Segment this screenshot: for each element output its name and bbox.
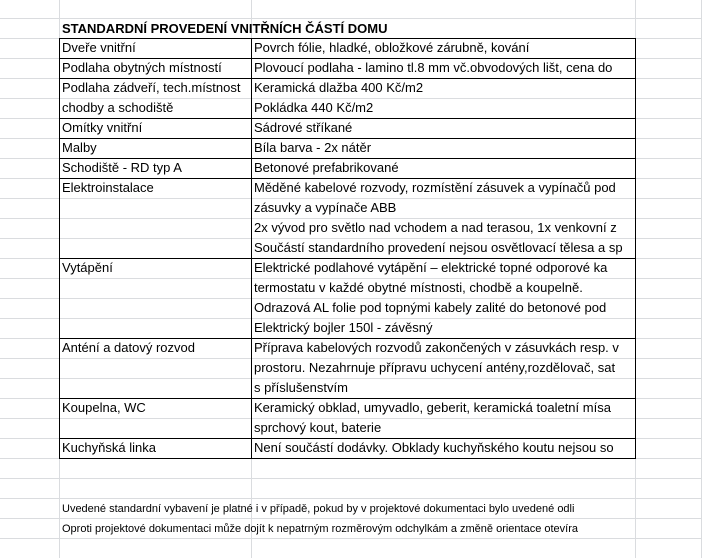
row-value[interactable]: Povrch fólie, hladké, obložkové zárubně, kování bbox=[254, 40, 530, 55]
row-value[interactable]: Součástí standardního provedení nejsou osvětlovací tělesa a sp bbox=[254, 240, 623, 255]
row-value[interactable]: 2x vývod pro světlo nad vchodem a nad terasou, 1x venkovní z bbox=[254, 220, 617, 235]
row-label[interactable]: Vytápění bbox=[62, 260, 113, 275]
note-1[interactable]: Uvedené standardní vybavení je platné i v případě, pokud by v projektové dokumentaci bylo uvedené odli bbox=[62, 503, 575, 515]
note-2[interactable]: Oproti projektové dokumentaci může dojít k nepatrným rozměrovým odchylkám a změně orientace otevíra bbox=[62, 523, 579, 535]
table-border bbox=[59, 458, 636, 459]
row-value[interactable]: Sádrové stříkané bbox=[254, 120, 353, 135]
row-value[interactable]: Odrazová AL folie pod topnými kabely zalité do betonové pod bbox=[254, 300, 607, 315]
row-value[interactable]: sprchový kout, baterie bbox=[254, 420, 382, 435]
row-label[interactable]: Malby bbox=[62, 140, 97, 155]
row-label[interactable]: Anténí a datový rozvod bbox=[62, 340, 195, 355]
row-value[interactable]: termostatu v každé obytné místnosti, chodbě a koupelně. bbox=[254, 280, 583, 295]
row-value[interactable]: Příprava kabelových rozvodů zakončených v zásuvkách resp. v bbox=[254, 340, 619, 355]
row-value[interactable]: s příslušenstvím bbox=[254, 380, 348, 395]
row-value[interactable]: zásuvky a vypínače ABB bbox=[254, 200, 397, 215]
row-value[interactable]: Elektrický bojler 150l - závěsný bbox=[254, 320, 433, 335]
table-border bbox=[635, 38, 636, 459]
row-value[interactable]: Bíla barva - 2x nátěr bbox=[254, 140, 372, 155]
row-value[interactable]: Betonové prefabrikované bbox=[254, 160, 399, 175]
row-label[interactable]: chodby a schodiště bbox=[62, 100, 174, 115]
row-value[interactable]: Pokládka 440 Kč/m2 bbox=[254, 100, 374, 115]
row-label[interactable]: Elektroinstalace bbox=[62, 180, 154, 195]
row-label[interactable]: Podlaha zádveří, tech.místnost bbox=[62, 80, 241, 95]
row-label[interactable]: Schodiště - RD typ A bbox=[62, 160, 182, 175]
row-value[interactable]: prostoru. Nezahrnuje přípravu uchycení antény,rozdělovač, sat bbox=[254, 360, 616, 375]
table-border bbox=[251, 38, 252, 459]
row-value[interactable]: Keramický obklad, umyvadlo, geberit, keramická toaletní mísa bbox=[254, 400, 611, 415]
row-value[interactable]: Plovoucí podlaha - lamino tl.8 mm vč.obvodových lišt, cena do bbox=[254, 60, 613, 75]
row-label[interactable]: Omítky vnitřní bbox=[62, 120, 143, 135]
row-label[interactable]: Koupelna, WC bbox=[62, 400, 146, 415]
row-value[interactable]: Není součástí dodávky. Obklady kuchyňského koutu nejsou so bbox=[254, 440, 614, 455]
row-value[interactable]: Elektrické podlahové vytápění – elektrické topné odporové ka bbox=[254, 260, 608, 275]
gridline bbox=[0, 478, 702, 479]
row-value[interactable]: Měděné kabelové rozvody, rozmístění zásuvek a vypínačů pod bbox=[254, 180, 616, 195]
table-border bbox=[59, 38, 60, 459]
sheet-title[interactable]: STANDARDNÍ PROVEDENÍ VNITŘNÍCH ČÁSTÍ DOMU bbox=[62, 21, 388, 36]
row-value[interactable]: Keramická dlažba 400 Kč/m2 bbox=[254, 80, 424, 95]
row-label[interactable]: Dveře vnitřní bbox=[62, 40, 136, 55]
row-label[interactable]: Podlaha obytných místností bbox=[62, 60, 222, 75]
row-label[interactable]: Kuchyňská linka bbox=[62, 440, 156, 455]
